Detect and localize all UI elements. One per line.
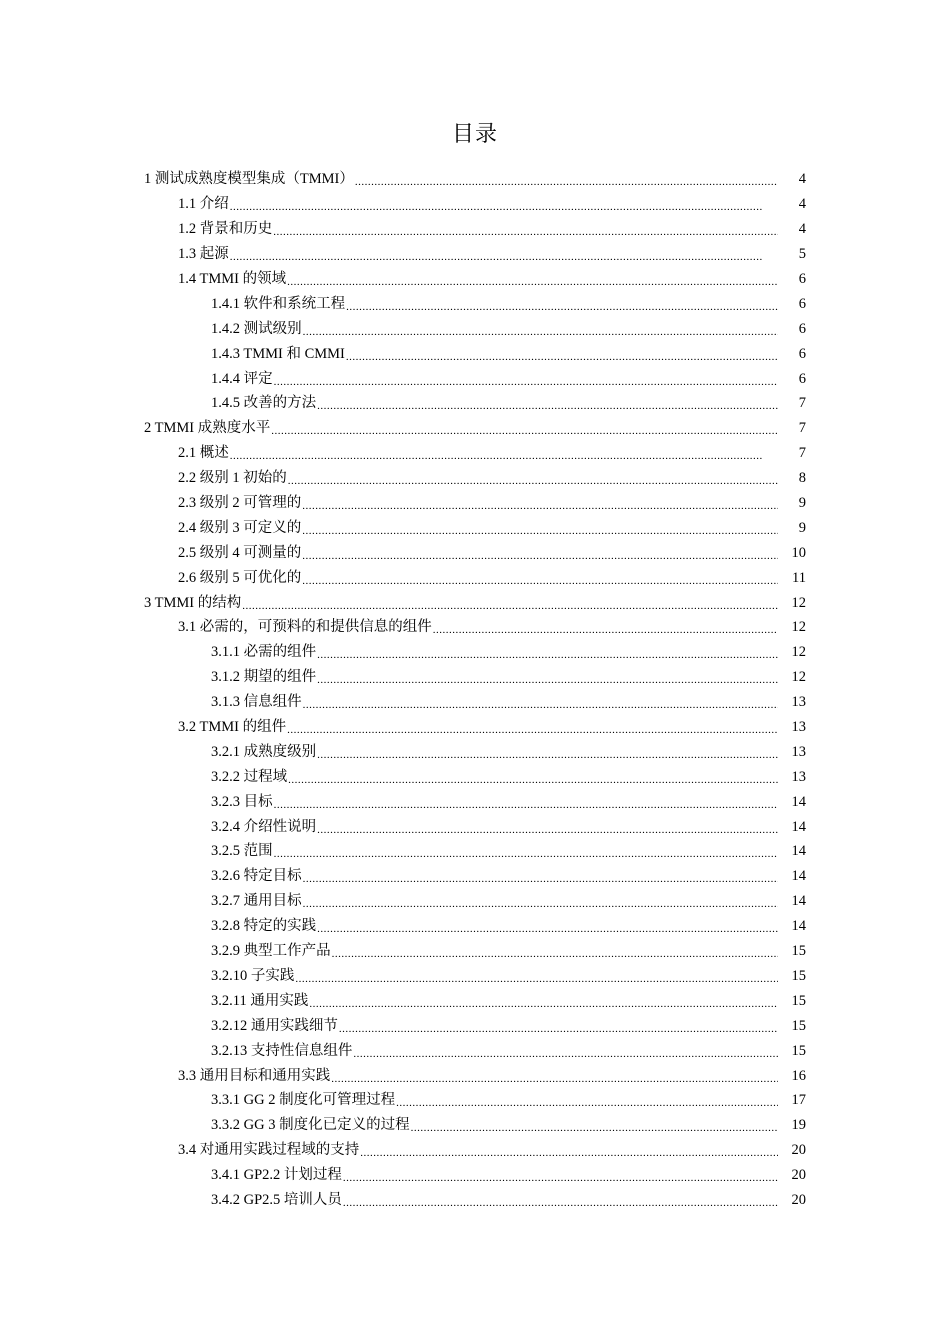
toc-entry[interactable] bbox=[0, 789, 950, 814]
toc-entry[interactable] bbox=[0, 540, 950, 565]
toc-entry-text: 3 TMMI 的结构 bbox=[144, 594, 242, 611]
toc-entry-text: 3.3.2 GG 3 制度化已定义的过程 bbox=[211, 1117, 410, 1134]
toc-entry-text: 3.2.2 过程域 bbox=[211, 768, 288, 785]
toc-entry[interactable] bbox=[0, 988, 950, 1013]
toc-entry[interactable] bbox=[0, 491, 950, 516]
toc-page-number: 14 bbox=[791, 868, 806, 885]
toc-title: 目录 bbox=[451, 121, 498, 146]
toc-entry[interactable] bbox=[0, 1013, 950, 1038]
toc-entry-text: 3.2.9 典型工作产品 bbox=[211, 943, 331, 960]
toc-entry[interactable] bbox=[0, 1038, 950, 1063]
toc-page-number: 19 bbox=[791, 1117, 806, 1134]
toc-page-number: 4 bbox=[798, 196, 806, 213]
toc-page-number: 20 bbox=[791, 1191, 806, 1208]
toc-page-number: 20 bbox=[791, 1167, 806, 1184]
toc-page-number: 10 bbox=[791, 544, 806, 561]
toc-entry-text: 3.2.10 子实践 bbox=[211, 967, 295, 984]
toc-page-number: 13 bbox=[791, 743, 806, 760]
toc-entry-text: 3.2.1 成熟度级别 bbox=[211, 743, 317, 760]
toc-entry-text: 1.3 起源 bbox=[178, 246, 229, 263]
toc-dot-leader bbox=[288, 466, 778, 490]
toc-page-number: 4 bbox=[798, 221, 806, 238]
toc-dot-leader bbox=[317, 815, 778, 839]
toc-page-number: 12 bbox=[791, 644, 806, 661]
toc-dot-leader bbox=[271, 416, 778, 440]
toc-dot-leader bbox=[295, 964, 778, 988]
toc-page-number: 6 bbox=[798, 295, 806, 312]
toc-dot-leader bbox=[274, 790, 778, 814]
toc-page-number: 14 bbox=[791, 843, 806, 860]
toc-dot-leader bbox=[355, 167, 778, 191]
toc-dot-leader bbox=[274, 367, 778, 391]
toc-page-number: 7 bbox=[798, 420, 806, 437]
toc-page-number: 7 bbox=[798, 445, 806, 462]
toc-entry[interactable] bbox=[0, 939, 950, 964]
toc-entry[interactable] bbox=[0, 242, 950, 267]
toc-page-number: 16 bbox=[791, 1067, 806, 1084]
toc-entry-text: 1.4.5 改善的方法 bbox=[211, 395, 317, 412]
toc-dot-leader bbox=[303, 889, 778, 913]
toc-entry[interactable] bbox=[0, 341, 950, 366]
toc-page-number: 13 bbox=[791, 768, 806, 785]
toc-dot-leader bbox=[230, 192, 762, 216]
toc-page-number: 15 bbox=[791, 967, 806, 984]
toc-dot-leader bbox=[288, 765, 778, 789]
toc-dot-leader bbox=[396, 1088, 778, 1112]
toc-entry-text: 3.2.8 特定的实践 bbox=[211, 918, 317, 935]
toc-entry[interactable] bbox=[0, 1063, 950, 1088]
toc-entry[interactable] bbox=[0, 1088, 950, 1113]
toc-page-number: 7 bbox=[798, 395, 806, 412]
toc-entry[interactable] bbox=[0, 267, 950, 292]
toc-entry-text: 2.3 级别 2 可管理的 bbox=[178, 495, 302, 512]
toc-dot-leader bbox=[302, 491, 778, 515]
toc-entry[interactable] bbox=[0, 615, 950, 640]
toc-entry[interactable] bbox=[0, 690, 950, 715]
toc-page-number: 14 bbox=[791, 793, 806, 810]
toc-dot-leader bbox=[302, 541, 778, 565]
toc-page-number: 9 bbox=[798, 519, 806, 536]
toc-page-number: 12 bbox=[791, 594, 806, 611]
toc-entry-text: 3.2.12 通用实践细节 bbox=[211, 1017, 338, 1034]
toc-entry[interactable] bbox=[0, 565, 950, 590]
toc-entry-text: 3.1.1 必需的组件 bbox=[211, 644, 317, 661]
toc-entry[interactable] bbox=[0, 167, 950, 192]
toc-dot-leader bbox=[353, 1039, 778, 1063]
toc-page-number: 14 bbox=[791, 818, 806, 835]
toc-entry[interactable] bbox=[0, 192, 950, 217]
toc-entry-text: 3.2.4 介绍性说明 bbox=[211, 818, 317, 835]
toc-entry[interactable] bbox=[0, 441, 950, 466]
toc-page-number: 15 bbox=[791, 992, 806, 1009]
toc-dot-leader bbox=[317, 391, 778, 415]
toc-entry-text: 2.5 级别 4 可测量的 bbox=[178, 544, 302, 561]
toc-page-number: 12 bbox=[791, 669, 806, 686]
toc-dot-leader bbox=[317, 914, 778, 938]
toc-page-number: 9 bbox=[798, 495, 806, 512]
toc-entry-text: 3.1.3 信息组件 bbox=[211, 694, 302, 711]
toc-entry[interactable] bbox=[0, 764, 950, 789]
toc-dot-leader bbox=[309, 989, 778, 1013]
toc-entry-text: 1.1 介绍 bbox=[178, 196, 229, 213]
toc-entry-text: 2.6 级别 5 可优化的 bbox=[178, 569, 302, 586]
toc-entry[interactable] bbox=[0, 1163, 950, 1188]
toc-dot-leader bbox=[343, 1163, 778, 1187]
toc-entry[interactable] bbox=[0, 466, 950, 491]
toc-entry[interactable] bbox=[0, 1113, 950, 1138]
toc-entry-text: 3.1.2 期望的组件 bbox=[211, 669, 317, 686]
toc-dot-leader bbox=[346, 342, 778, 366]
toc-entry[interactable] bbox=[0, 316, 950, 341]
toc-entry-text: 2.4 级别 3 可定义的 bbox=[178, 519, 302, 536]
toc-dot-leader bbox=[273, 217, 778, 241]
toc-entry-text: 2.1 概述 bbox=[178, 445, 229, 462]
toc-page-number: 8 bbox=[798, 470, 806, 487]
toc-entry[interactable] bbox=[0, 366, 950, 391]
toc-page-number: 15 bbox=[791, 943, 806, 960]
toc-page-number: 12 bbox=[791, 619, 806, 636]
toc-dot-leader bbox=[287, 267, 778, 291]
toc-dot-leader bbox=[302, 516, 778, 540]
toc-page-number: 6 bbox=[798, 370, 806, 387]
toc-dot-leader bbox=[274, 839, 778, 863]
toc-dot-leader bbox=[242, 591, 778, 615]
toc-entry[interactable] bbox=[0, 291, 950, 316]
toc-dot-leader bbox=[411, 1113, 778, 1137]
toc-dot-leader bbox=[230, 242, 762, 266]
toc-dot-leader bbox=[343, 1188, 778, 1212]
toc-entry-text: 2 TMMI 成熟度水平 bbox=[144, 420, 271, 437]
toc-dot-leader bbox=[339, 1014, 778, 1038]
toc-entry-text: 3.1 必需的，可预料的和提供信息的组件 bbox=[178, 619, 432, 636]
toc-dot-leader bbox=[317, 665, 778, 689]
toc-entry-text: 1.4.1 软件和系统工程 bbox=[211, 295, 346, 312]
toc-entry-text: 1 测试成熟度模型集成（TMMI） bbox=[144, 171, 354, 188]
toc-entry-text: 3.3 通用目标和通用实践 bbox=[178, 1067, 331, 1084]
toc-entry[interactable] bbox=[0, 217, 950, 242]
toc-page-number: 5 bbox=[798, 246, 806, 263]
toc-entry-text: 2.2 级别 1 初始的 bbox=[178, 470, 287, 487]
toc-entry-text: 1.4.3 TMMI 和 CMMI bbox=[211, 345, 345, 362]
toc-entry-text: 3.2.7 通用目标 bbox=[211, 893, 302, 910]
toc-dot-leader bbox=[360, 1138, 778, 1162]
toc-dot-leader bbox=[303, 690, 778, 714]
toc-entry[interactable] bbox=[0, 391, 950, 416]
toc-page-number: 6 bbox=[798, 345, 806, 362]
toc-dot-leader bbox=[303, 317, 778, 341]
toc-page-number: 15 bbox=[791, 1042, 806, 1059]
toc-entry-text: 3.2.13 支持性信息组件 bbox=[211, 1042, 353, 1059]
toc-entry[interactable] bbox=[0, 640, 950, 665]
toc-entry[interactable] bbox=[0, 1138, 950, 1163]
toc-page-number: 17 bbox=[791, 1092, 806, 1109]
toc-dot-leader bbox=[331, 1064, 778, 1088]
toc-entry-text: 1.2 背景和历史 bbox=[178, 221, 273, 238]
toc-page-number: 11 bbox=[792, 569, 806, 586]
toc-page-number: 14 bbox=[791, 893, 806, 910]
toc-entry-text: 3.4 对通用实践过程域的支持 bbox=[178, 1142, 360, 1159]
toc-dot-leader bbox=[230, 441, 762, 465]
toc-entry[interactable] bbox=[0, 739, 950, 764]
toc-entry-text: 3.2.3 目标 bbox=[211, 793, 273, 810]
toc-entry-text: 1.4.2 测试级别 bbox=[211, 320, 302, 337]
toc-dot-leader bbox=[346, 292, 778, 316]
toc-page-number: 15 bbox=[791, 1017, 806, 1034]
toc-page-number: 6 bbox=[798, 271, 806, 287]
toc-entry[interactable] bbox=[0, 964, 950, 989]
toc-entry[interactable] bbox=[0, 914, 950, 939]
toc-entry-text: 3.2.11 通用实践 bbox=[211, 992, 309, 1009]
toc-entry[interactable] bbox=[0, 864, 950, 889]
toc-dot-leader bbox=[332, 939, 778, 963]
toc-entry[interactable] bbox=[0, 1188, 950, 1213]
toc-entry-text: 3.4.1 GP2.2 计划过程 bbox=[211, 1167, 342, 1184]
toc-entry-text: 1.4 TMMI 的领域 bbox=[178, 271, 287, 287]
toc-entry-text: 3.4.2 GP2.5 培训人员 bbox=[211, 1191, 342, 1208]
toc-entry[interactable] bbox=[0, 416, 950, 441]
toc-dot-leader bbox=[317, 740, 778, 764]
toc-page-number: 14 bbox=[791, 918, 806, 935]
toc-dot-leader bbox=[433, 615, 778, 639]
toc-dot-leader bbox=[303, 864, 778, 888]
toc-dot-leader bbox=[317, 640, 778, 664]
toc-entry-text: 3.2.5 范围 bbox=[211, 843, 273, 860]
toc-page-number: 13 bbox=[791, 694, 806, 711]
toc-entry[interactable] bbox=[0, 665, 950, 690]
toc-entry[interactable] bbox=[0, 839, 950, 864]
toc-entry-text: 3.2 TMMI 的组件 bbox=[178, 719, 287, 736]
toc-entry-text: 1.4.4 评定 bbox=[211, 370, 273, 387]
toc-page-number: 4 bbox=[798, 171, 806, 188]
toc-entry[interactable] bbox=[0, 889, 950, 914]
toc-entry[interactable] bbox=[0, 515, 950, 540]
toc-dot-leader bbox=[287, 715, 778, 739]
toc-entry[interactable] bbox=[0, 590, 950, 615]
toc-entry-text: 3.2.6 特定目标 bbox=[211, 868, 302, 885]
toc-list bbox=[0, 167, 950, 1212]
toc-page-number: 6 bbox=[798, 320, 806, 337]
toc-page-number: 20 bbox=[791, 1142, 806, 1159]
toc-entry-text: 3.3.1 GG 2 制度化可管理过程 bbox=[211, 1092, 396, 1109]
toc-page-number: 13 bbox=[791, 719, 806, 736]
toc-dot-leader bbox=[302, 566, 778, 590]
toc-entry[interactable] bbox=[0, 814, 950, 839]
toc-entry[interactable] bbox=[0, 715, 950, 740]
